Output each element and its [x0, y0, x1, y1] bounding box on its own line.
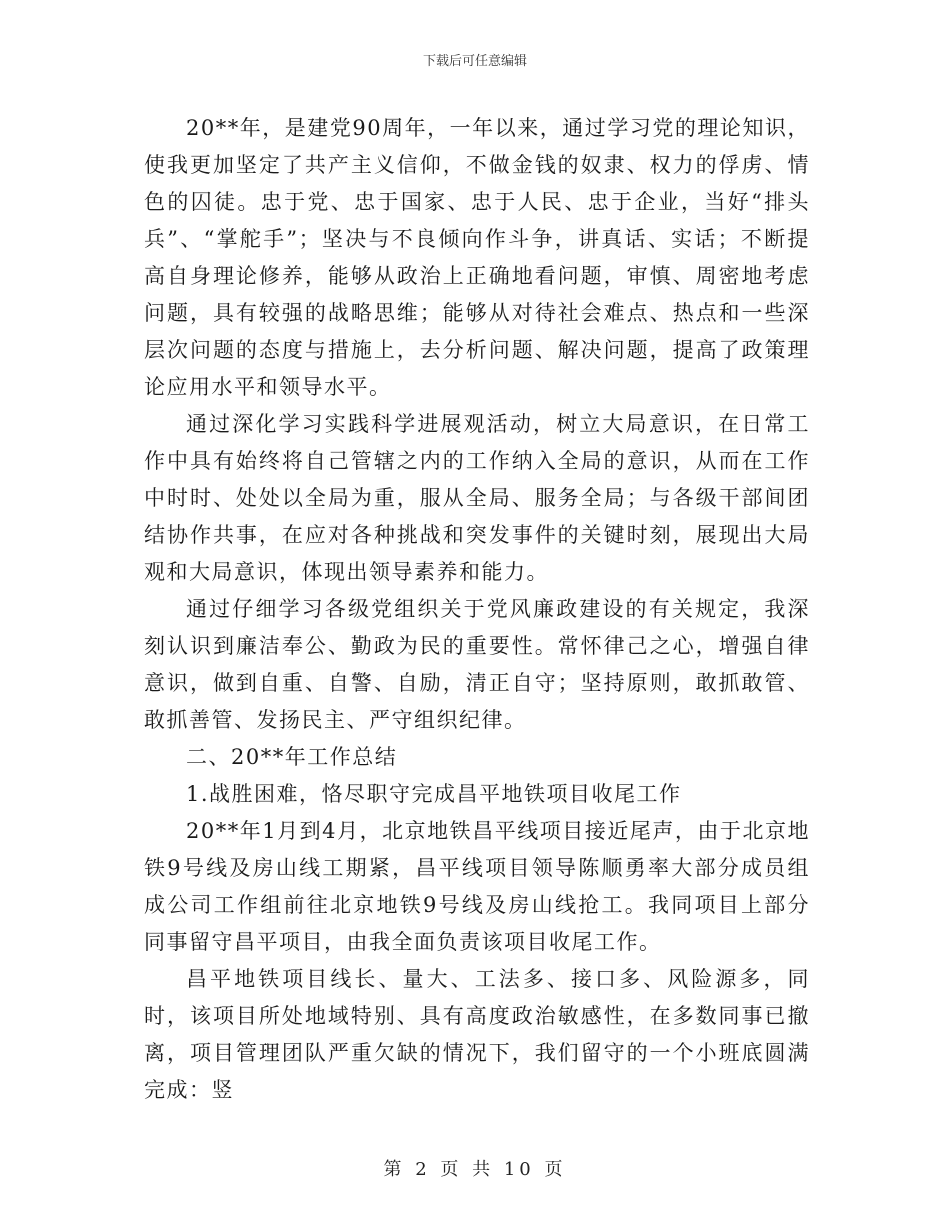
paragraph: 昌平地铁项目线长、量大、工法多、接口多、风险源多，同时，该项目所处地域特别、具有高度政治敏感性，在多数同事已撤离，项目管理团队严重欠缺的情况下，我们留守的一个小班底圆满完成：竖 — [144, 967, 810, 1102]
section-heading: 二、20**年工作总结 — [186, 745, 398, 769]
header-note: 下载后可任意编辑 — [422, 54, 527, 69]
paragraph: 20**年，是建党90周年，一年以来，通过学习党的理论知识，使我更加坚定了共产主义信仰，不做金钱的奴隶、权力的俘虏、情色的囚徒。忠于党、忠于国家、忠于人民、忠于企业，当好“排头兵”、“掌舵手”；坚决与不良倾向作斗争，讲真话、实话；不断提高自身理论修养，能够从政治上正确地看问题，审慎、周密地考虑问题，具有较强的战略思维；能够从对待社会难点、热点和一些深层次问题的态度与措施上，去分析问题、解决问题，提高了政策理论应用水平和领导水平。 — [144, 116, 810, 399]
paragraph: 通过仔细学习各级党组织关于党风廉政建设的有关规定，我深刻认识到廉洁奉公、勤政为民的重要性。常怀律己之心，增强自律意识，做到自重、自警、自励，清正自守；坚持原则，敢抓敢管、敢抓善管、发扬民主、严守组织纪律。 — [144, 597, 810, 732]
paragraph: 20**年1月到4月，北京地铁昌平线项目接近尾声，由于北京地铁9号线及房山线工期紧，昌平线项目领导陈顺勇率大部分成员组成公司工作组前往北京地铁9号线及房山线抢工。我同项目上部分同事留守昌平项目，由我全面负责该项目收尾工作。 — [144, 819, 810, 954]
paragraph: 通过深化学习实践科学进展观活动，树立大局意识，在日常工作中具有始终将自己管辖之内的工作纳入全局的意识，从而在工作中时时、处处以全局为重，服从全局、服务全局；与各级干部间团结协作共事，在应对各种挑战和突发事件的关键时刻，展现出大局观和大局意识，体现出领导素养和能力。 — [144, 412, 810, 584]
document-body — [144, 110, 810, 1109]
subsection-heading: 1.战胜困难，恪尽职守完成昌平地铁项目收尾工作 — [186, 782, 682, 806]
page-number-footer: 第 2 页 共 10 页 — [383, 1159, 567, 1180]
